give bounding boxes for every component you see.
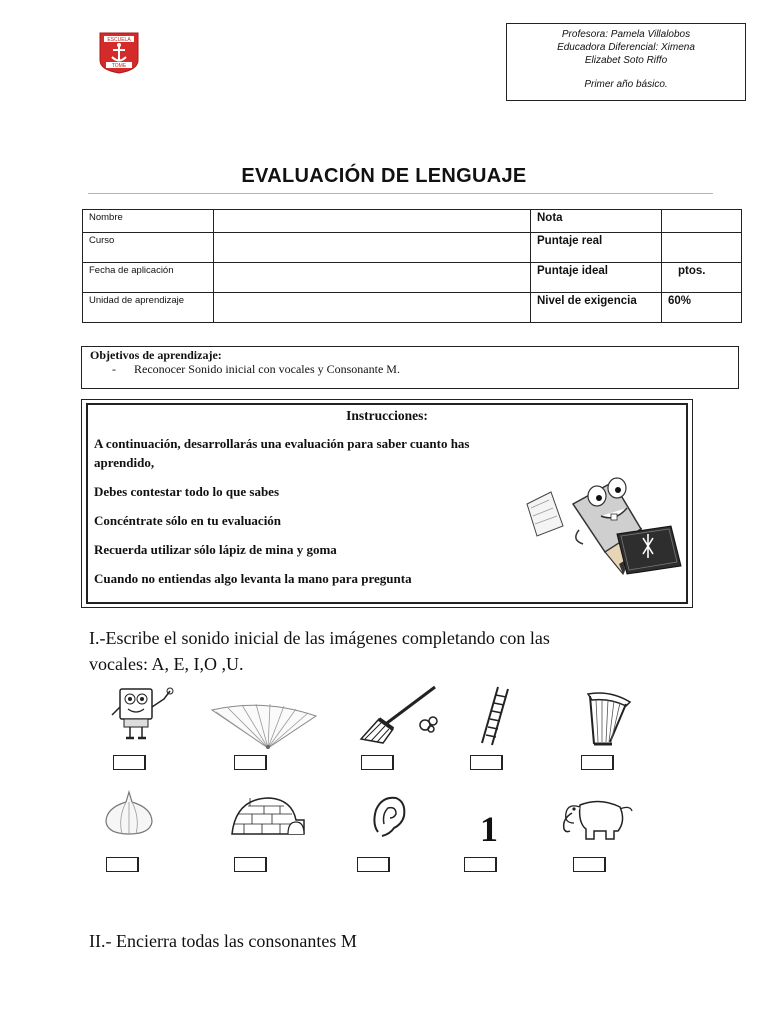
date-field[interactable]	[214, 263, 531, 293]
pencil-mascot-image	[521, 474, 683, 584]
title-underline	[88, 193, 713, 194]
answer-box-3[interactable]	[361, 755, 394, 770]
real-score-field[interactable]	[662, 233, 742, 263]
grade-field[interactable]	[662, 210, 742, 233]
page-title: EVALUACIÓN DE LENGUAJE	[241, 165, 527, 187]
sponge-character-image	[106, 685, 182, 741]
ear-image	[368, 794, 408, 838]
exercise-1-instructions	[89, 625, 729, 677]
instruction-line: Debes contestar todo lo que sabes	[94, 484, 280, 499]
exercise-1-line2: vocales: A, E, I,O ,U.	[89, 654, 244, 674]
ideal-score-unit: ptos.	[678, 265, 706, 277]
answer-box-4[interactable]	[470, 755, 503, 770]
table-row	[83, 263, 742, 293]
answer-box-9[interactable]	[464, 857, 497, 872]
instruction-line: aprendido,	[94, 455, 155, 470]
answer-box-7[interactable]	[234, 857, 267, 872]
teacher-name: Profesora: Pamela Villalobos	[561, 29, 691, 40]
educator-name-line1: Educadora Diferencial: Ximena	[557, 42, 695, 53]
date-label: Fecha de aplicación	[83, 263, 214, 293]
instruction-line: Cuando no entiendas algo levanta la mano para pregunta	[94, 571, 412, 586]
objective-text: Reconocer Sonido inicial con vocales y Consonante M.	[134, 362, 400, 376]
exercise-2-instructions: II.- Encierra todas las consonantes M	[89, 931, 357, 951]
course-label: Curso	[83, 233, 214, 263]
table-row	[83, 293, 742, 323]
logo-text-bottom: TOME	[111, 63, 127, 69]
objectives-title: Objetivos de aprendizaje:	[90, 348, 222, 362]
answer-box-2[interactable]	[234, 755, 267, 770]
ladder-image	[478, 685, 518, 747]
answer-box-5[interactable]	[581, 755, 614, 770]
requirement-value: 60%	[662, 293, 742, 323]
elephant-image	[560, 793, 640, 843]
grade-label: Nota	[531, 210, 662, 233]
requirement-label: Nivel de exigencia	[531, 293, 662, 323]
real-score-label: Puntaje real	[531, 233, 662, 263]
table-row	[83, 210, 742, 233]
course-field[interactable]	[214, 233, 531, 263]
name-field[interactable]	[214, 210, 531, 233]
harp-image	[580, 688, 638, 746]
ideal-score-field[interactable]	[662, 263, 742, 293]
answer-box-8[interactable]	[357, 857, 390, 872]
logo-text-top: ESCUELA	[107, 37, 131, 43]
objective-dash: -	[112, 362, 116, 376]
name-label: Nombre	[83, 210, 214, 233]
instruction-line: Recuerda utilizar sólo lápiz de mina y goma	[94, 542, 337, 557]
grade-level: Primer año básico.	[584, 79, 668, 90]
student-info-table	[82, 209, 742, 323]
igloo-image	[230, 796, 306, 836]
garlic-image	[100, 790, 158, 836]
unit-field[interactable]	[214, 293, 531, 323]
educator-name-line2: Elizabet Soto Riffo	[584, 55, 668, 66]
objectives-box	[81, 346, 739, 389]
answer-box-6[interactable]	[106, 857, 139, 872]
teacher-info-box	[506, 23, 746, 101]
table-row	[83, 233, 742, 263]
broom-image	[357, 683, 443, 745]
school-logo	[97, 30, 141, 74]
instruction-line: Concéntrate sólo en tu evaluación	[94, 513, 282, 528]
answer-box-1[interactable]	[113, 755, 146, 770]
exercise-1-line1: I.-Escribe el sonido inicial de las imágenes completando con las	[89, 628, 550, 648]
instruction-line: A continuación, desarrollarás una evaluación para saber cuanto has	[94, 436, 470, 451]
number-one-image: 1	[480, 809, 498, 849]
objective-item	[112, 362, 730, 377]
answer-box-10[interactable]	[573, 857, 606, 872]
instructions-title: Instrucciones:	[346, 408, 428, 423]
ideal-score-label: Puntaje ideal	[531, 263, 662, 293]
unit-label: Unidad de aprendizaje	[83, 293, 214, 323]
fan-image	[208, 700, 320, 750]
